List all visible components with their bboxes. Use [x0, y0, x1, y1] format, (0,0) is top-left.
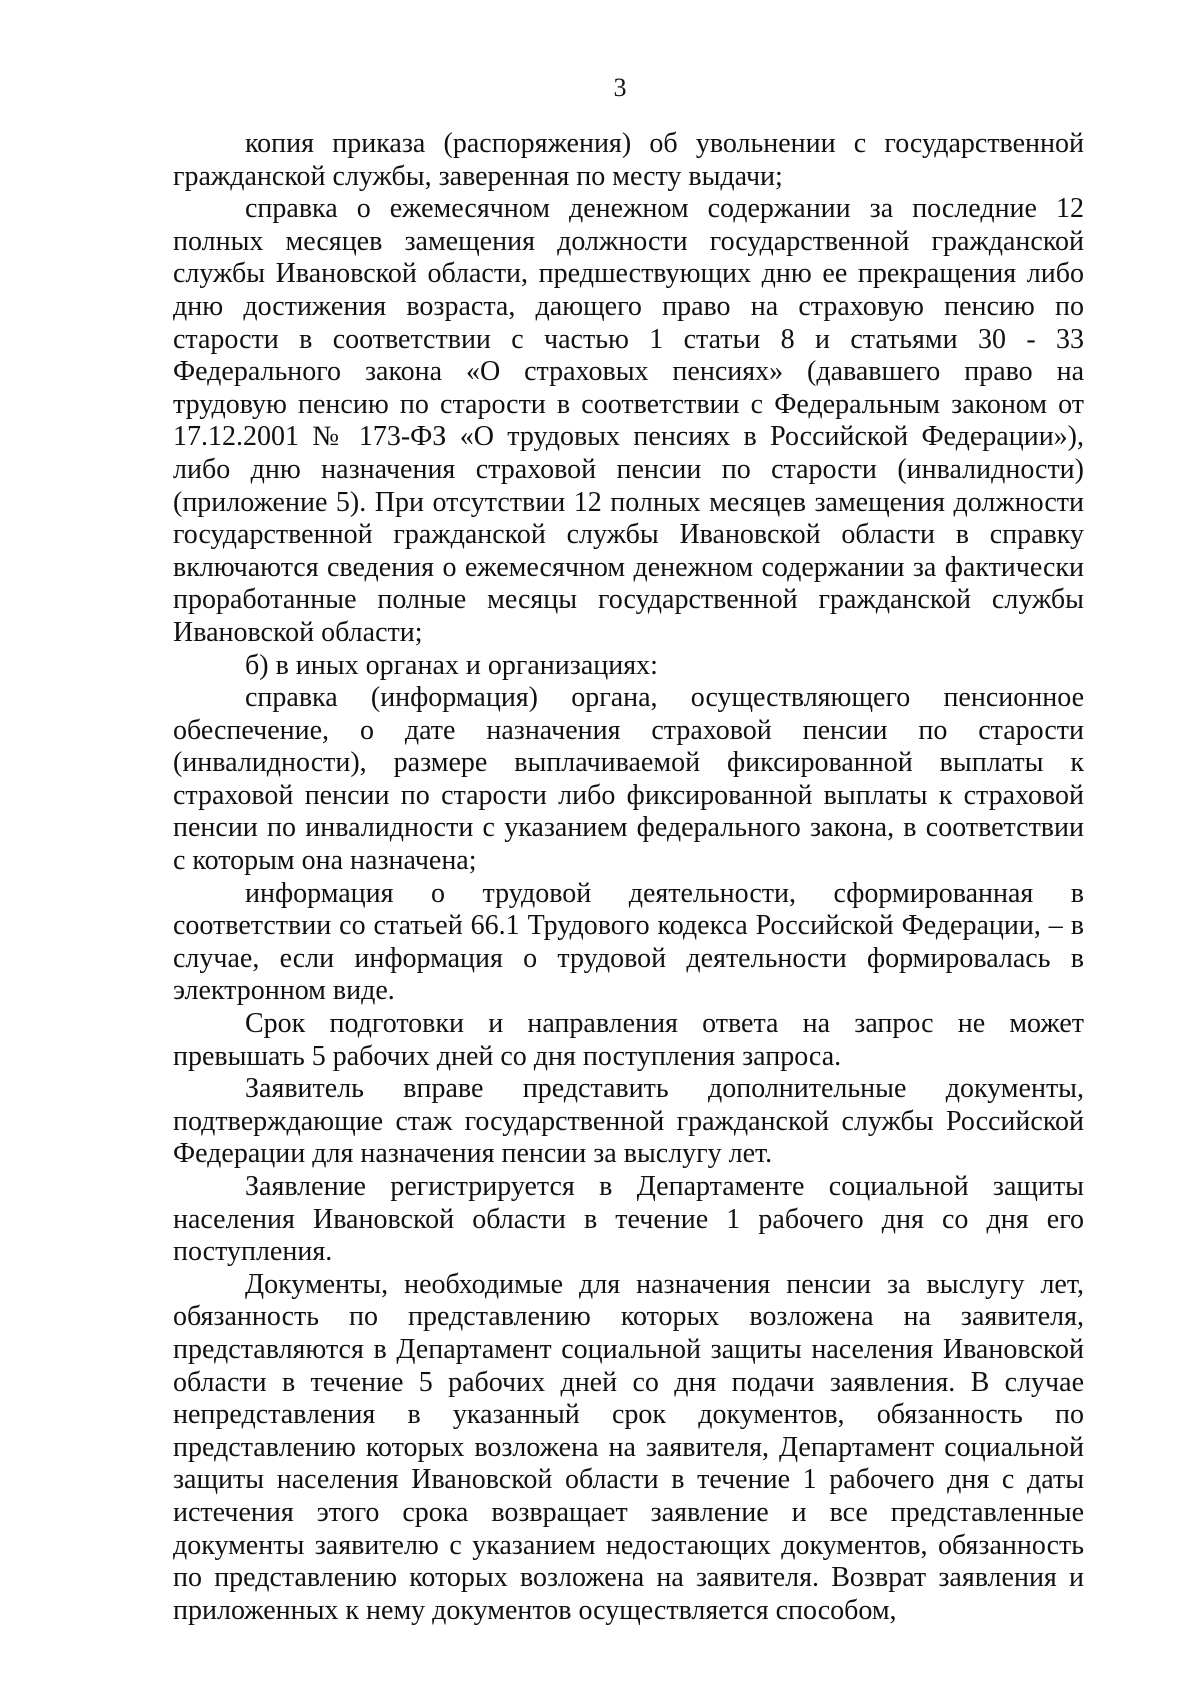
paragraph-pension-certificate: справка (информация) органа, осуществляющего пенсионное обеспечение, о дате назначения страховой пенсии по старости (инвалидности), размере выплачиваемой фиксированной выплаты к страховой пенсии по старости либо фиксированной выплаты к страховой пенсии по инвалидности с указанием федерального закона, в соответствии с которым она назначена;	[173, 682, 1084, 877]
paragraph-required-documents: Документы, необходимые для назначения пенсии за выслугу лет, обязанность по представлению которых возложена на заявителя, представляются в Департамент социальной защиты населения Ивановской области в течение 5 рабочих дней со дня подачи заявления. В случае непредставления в указанный срок документов, обязанность по представлению которых возложена на заявителя, Департамент социальной защиты населения Ивановской области в течение 1 рабочего дня с даты истечения этого срока возвращает заявление и все представленные документы заявителю с указанием недостающих документов, обязанность по представлению которых возложена на заявителя. Возврат заявления и приложенных к нему документов осуществляется способом,	[173, 1268, 1084, 1626]
paragraph-other-bodies: б) в иных органах и организациях:	[245, 649, 658, 681]
page-number: 3	[613, 73, 627, 102]
paragraph-response-deadline: Срок подготовки и направления ответа на запрос не может превышать 5 рабочих дней со дня поступления запроса.	[173, 1008, 1084, 1072]
paragraph-registration: Заявление регистрируется в Департаменте социальной защиты населения Ивановской области в течение 1 рабочего дня со дня его поступления.	[173, 1171, 1084, 1268]
paragraph-additional-documents: Заявитель вправе представить дополнительные документы, подтверждающие стаж государственной гражданской службы Российской Федерации для назначения пенсии за выслугу лет.	[173, 1073, 1084, 1170]
paragraph-labor-info: информация о трудовой деятельности, сформированная в соответствии со статьей 66.1 Трудового кодекса Российской Федерации, – в случае, если информация о трудовой деятельности формировалась в электронном виде.	[173, 877, 1084, 1007]
document-body	[173, 128, 1084, 1627]
paragraph-salary-certificate: справка о ежемесячном денежном содержании за последние 12 полных месяцев замещения должности государственной гражданской службы Ивановской области, предшествующих дню ее прекращения либо дню достижения возраста, дающего право на страховую пенсию по старости в соответствии с частью 1 статьи 8 и статьями 30 - 33 Федерального закона «О страховых пенсиях» (дававшего право на трудовую пенсию по старости в соответствии с Федеральным законом от 17.12.2001 № 173-ФЗ «О трудовых пенсиях в Российской Федерации»), либо дню назначения страховой пенсии по старости (инвалидности) (приложение 5). При отсутствии 12 полных месяцев замещения должности государственной гражданской службы Ивановской области в справку включаются сведения о ежемесячном денежном содержании за фактически проработанные полные месяцы государственной гражданской службы Ивановской области;	[173, 193, 1084, 648]
paragraph-dismissal-order-copy: копия приказа (распоряжения) об увольнении с государственной гражданской службы, заверенная по месту выдачи;	[173, 128, 1084, 192]
